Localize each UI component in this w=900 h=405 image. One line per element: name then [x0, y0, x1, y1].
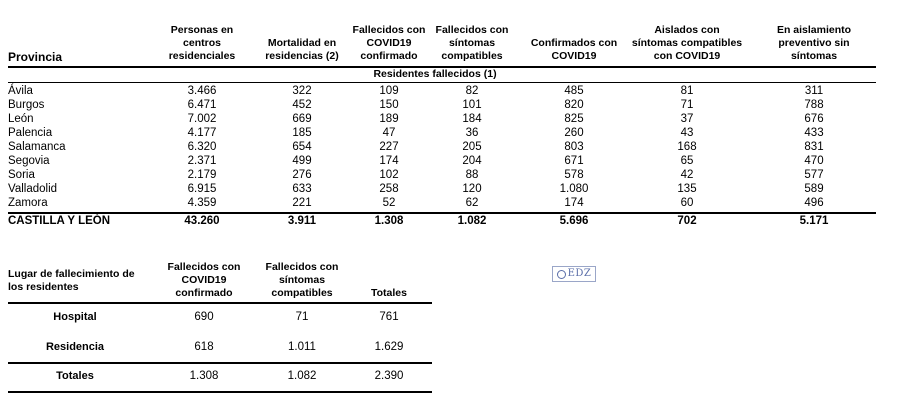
cell-aislados: 37 — [680, 113, 694, 125]
cell-aislamiento: 470 — [804, 155, 824, 167]
header-confirmados: Confirmados con COVID19 — [530, 37, 618, 62]
t2-bottom-rule — [8, 391, 432, 393]
cell-aislados: 135 — [677, 183, 697, 195]
cell-personas: 6.471 — [187, 99, 217, 111]
t2-header-rule — [8, 302, 432, 304]
table-row — [0, 169, 860, 183]
cell-confirmados: 578 — [564, 169, 584, 181]
cell-aislados: 71 — [680, 99, 694, 111]
cell-personas: 4.177 — [187, 127, 217, 139]
group-rule — [8, 82, 876, 83]
cell-fallecidos-sintomas: 120 — [462, 183, 482, 195]
total-fallecidos-confirmado: 1.308 — [374, 215, 404, 227]
cell-confirmados: 1.080 — [559, 183, 589, 195]
cell-confirmados: 485 — [564, 85, 584, 97]
cell-personas: 4.359 — [187, 197, 217, 209]
cell-mortalidad: 669 — [292, 113, 312, 125]
total-aislamiento: 5.171 — [799, 215, 829, 227]
t2-total-sintomas: 1.082 — [287, 370, 317, 382]
t2-row-hospital-confirmado: 690 — [194, 311, 214, 323]
cell-aislamiento: 676 — [804, 113, 824, 125]
t2-total-label: Totales — [56, 370, 94, 382]
table-row — [0, 113, 860, 127]
cell-confirmados: 671 — [564, 155, 584, 167]
logo-text: EDZ — [567, 268, 592, 279]
header-aislados: Aislados con síntomas compatibles con COVID19 — [631, 24, 743, 62]
header-mortalidad: Mortalidad en residencias (2) — [265, 37, 339, 62]
table-total-row — [0, 215, 880, 229]
t2-row-hospital-totales: 761 — [379, 311, 399, 323]
cell-aislamiento: 589 — [804, 183, 824, 195]
cell-fallecidos-confirmado: 109 — [379, 85, 399, 97]
cell-mortalidad: 633 — [292, 183, 312, 195]
cell-mortalidad: 322 — [292, 85, 312, 97]
edz-logo — [552, 266, 596, 282]
table-row — [0, 197, 860, 211]
cell-fallecidos-confirmado: 174 — [379, 155, 399, 167]
cell-fallecidos-sintomas: 88 — [465, 169, 479, 181]
cell-confirmados: 174 — [564, 197, 584, 209]
header-aislamiento: En aislamiento preventivo sin síntomas — [776, 24, 852, 62]
header-t2-sintomas: Fallecidos con síntomas compatibles — [265, 261, 339, 299]
header-t2-totales: Totales — [371, 287, 407, 299]
logo-circle-icon — [557, 270, 566, 279]
cell-confirmados: 260 — [564, 127, 584, 139]
cell-fallecidos-sintomas: 205 — [462, 141, 482, 153]
cell-fallecidos-confirmado: 227 — [379, 141, 399, 153]
t2-row-hospital-sintomas: 71 — [295, 311, 309, 323]
cell-aislamiento: 788 — [804, 99, 824, 111]
table-row — [0, 155, 860, 169]
cell-aislamiento: 831 — [804, 141, 824, 153]
cell-personas: 3.466 — [187, 85, 217, 97]
t2-row-residencia-totales: 1.629 — [374, 341, 404, 353]
t2-total-rule — [8, 362, 432, 364]
cell-provincia: Segovia — [8, 155, 50, 167]
cell-personas: 2.371 — [187, 155, 217, 167]
cell-fallecidos-confirmado: 150 — [379, 99, 399, 111]
cell-fallecidos-sintomas: 36 — [465, 127, 479, 139]
cell-provincia: León — [8, 113, 34, 125]
cell-personas: 7.002 — [187, 113, 217, 125]
header-fallecidos-confirmado: Fallecidos con COVID19 confirmado — [352, 24, 426, 62]
table-body — [0, 85, 880, 215]
cell-fallecidos-sintomas: 101 — [462, 99, 482, 111]
header-t2-confirmado: Fallecidos con COVID19 confirmado — [167, 261, 241, 299]
t2-total-confirmado: 1.308 — [189, 370, 219, 382]
t2-total-totales: 2.390 — [374, 370, 404, 382]
cell-fallecidos-confirmado: 102 — [379, 169, 399, 181]
cell-personas: 6.915 — [187, 183, 217, 195]
cell-provincia: Valladolid — [8, 183, 58, 195]
cell-provincia: Burgos — [8, 99, 45, 111]
cell-provincia: Soria — [8, 169, 35, 181]
cell-fallecidos-sintomas: 82 — [465, 85, 479, 97]
table-row — [0, 127, 860, 141]
cell-mortalidad: 221 — [292, 197, 312, 209]
cell-mortalidad: 276 — [292, 169, 312, 181]
total-mortalidad: 3.911 — [287, 215, 317, 227]
cell-aislados: 43 — [680, 127, 694, 139]
t2-row-hospital-label: Hospital — [53, 311, 97, 323]
t2-row-residencia-label: Residencia — [45, 341, 105, 353]
cell-mortalidad: 654 — [292, 141, 312, 153]
t2-row-residencia-sintomas: 1.011 — [288, 341, 316, 353]
header-personas: Personas en centros residenciales — [168, 24, 236, 62]
t2-row-residencia-confirmado: 618 — [194, 341, 214, 353]
cell-aislamiento: 577 — [804, 169, 824, 181]
cell-confirmados: 803 — [564, 141, 584, 153]
cell-aislados: 81 — [680, 85, 694, 97]
cell-aislamiento: 433 — [804, 127, 824, 139]
cell-fallecidos-sintomas: 204 — [462, 155, 482, 167]
header-provincia: Provincia — [8, 50, 63, 64]
total-confirmados: 5.696 — [559, 215, 589, 227]
cell-fallecidos-confirmado: 258 — [379, 183, 399, 195]
total-rule — [8, 212, 876, 214]
cell-aislados: 168 — [677, 141, 697, 153]
cell-fallecidos-sintomas: 184 — [462, 113, 482, 125]
cell-fallecidos-confirmado: 47 — [382, 127, 396, 139]
total-fallecidos-sintomas: 1.082 — [457, 215, 487, 227]
table-row — [0, 85, 860, 99]
cell-aislados: 42 — [680, 169, 694, 181]
total-provincia: CASTILLA Y LEÓN — [8, 215, 111, 227]
total-aislados: 702 — [677, 215, 697, 227]
cell-provincia: Salamanca — [8, 141, 66, 153]
table-row — [0, 141, 860, 155]
cell-mortalidad: 185 — [292, 127, 312, 139]
header-fallecidos-sintomas: Fallecidos con síntomas compatibles — [435, 24, 509, 62]
cell-provincia: Zamora — [8, 197, 48, 209]
cell-mortalidad: 452 — [292, 99, 312, 111]
cell-fallecidos-sintomas: 62 — [465, 197, 479, 209]
cell-fallecidos-confirmado: 52 — [382, 197, 396, 209]
cell-fallecidos-confirmado: 189 — [379, 113, 399, 125]
cell-confirmados: 825 — [564, 113, 584, 125]
cell-provincia: Ávila — [8, 85, 33, 97]
cell-aislamiento: 496 — [804, 197, 824, 209]
cell-provincia: Palencia — [8, 127, 53, 139]
cell-mortalidad: 499 — [292, 155, 312, 167]
cell-confirmados: 820 — [564, 99, 584, 111]
cell-aislados: 65 — [680, 155, 694, 167]
table-row — [0, 99, 860, 113]
table-row — [0, 183, 860, 197]
group-header-residentes-fallecidos: Residentes fallecidos (1) — [373, 68, 497, 80]
header-lugar: Lugar de fallecimiento de los residentes — [8, 268, 135, 293]
total-personas: 43.260 — [184, 215, 220, 227]
cell-personas: 6.320 — [187, 141, 217, 153]
cell-aislados: 60 — [680, 197, 694, 209]
cell-personas: 2.179 — [187, 169, 217, 181]
cell-aislamiento: 311 — [804, 85, 824, 97]
